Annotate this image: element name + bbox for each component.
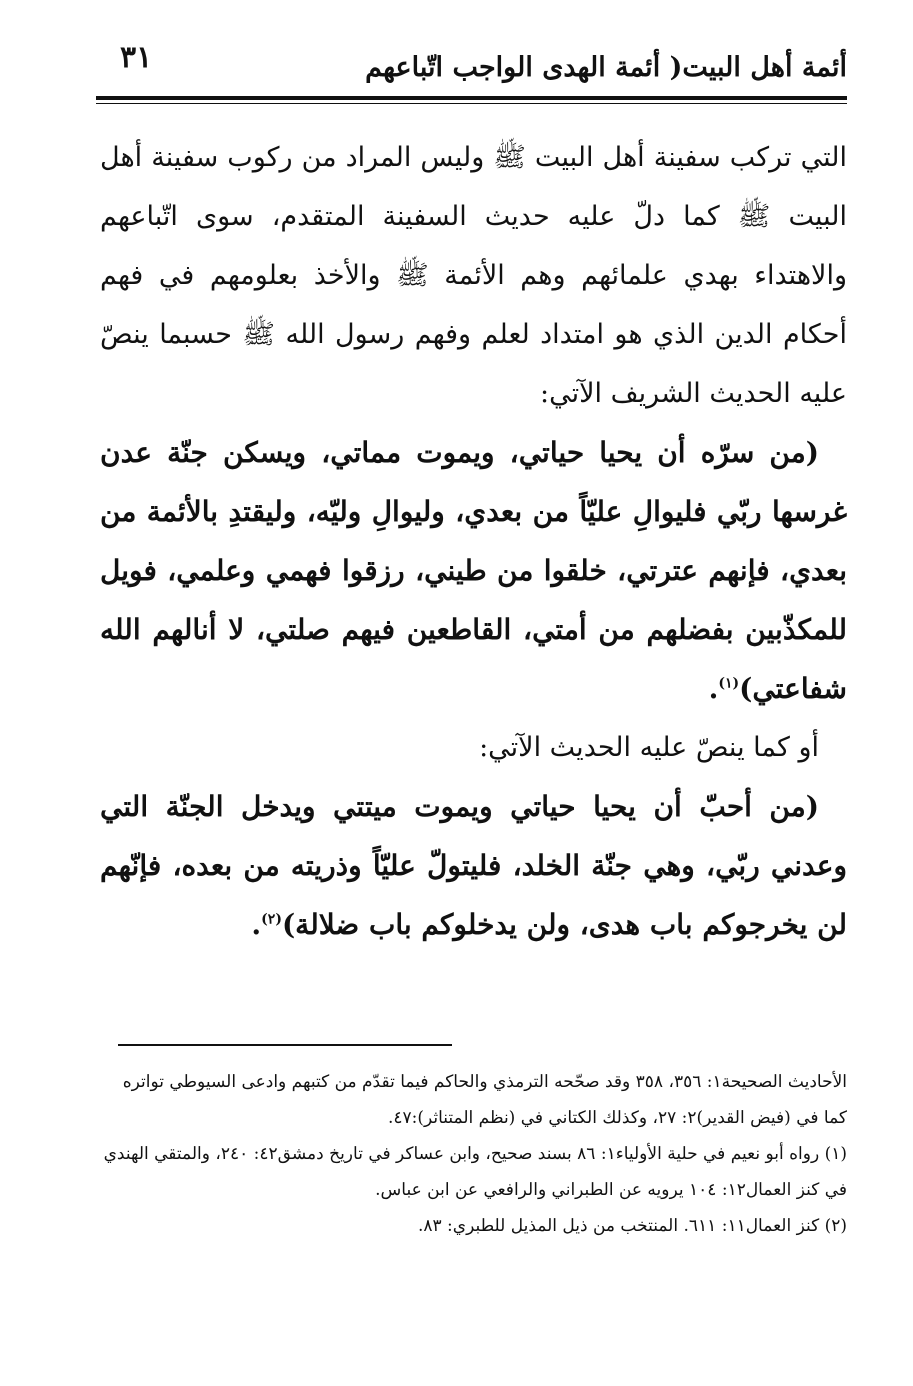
page-number: ٣١: [120, 40, 153, 75]
footnote-ref-2: (٢): [261, 911, 282, 928]
header-rule-thick: [96, 96, 847, 100]
footnote-ref-1: (١): [718, 675, 740, 692]
header-rule-thin: [96, 103, 847, 104]
transition-paragraph: أو كما ينصّ عليه الحديث الآتي:: [479, 732, 819, 763]
hadith-1-text: (من سرّه أن يحيا حياتي، ويموت مماتي، ويسكن جنّة عدن غرسها ربّي فليوالِ عليّاً من بعدي، وليوالِ وليّه، وليقتدِ بالأئمة من بعدي، فإنهم عترتي، خلقوا من طيني، رزقوا فهمي وعلمي، فويل للمكذّبين بفضلهم من أمتي، القاطعين فيهم صلتي، لا أنالهم الله شفاعتي): [100, 436, 847, 705]
footnote-1: (١) رواه أبو نعيم في حلية الأولياء١: ٨٦ بسند صحيح، وابن عساكر في تاريخ دمشق٤٢: ٢٤٠، والمتقي الهندي في كنز العمال١٢: ١٠٤ يرويه عن الطبراني والرافعي عن ابن عباس.: [103, 1144, 847, 1200]
footnote-2: (٢) كنز العمال١١: ٦١١. المنتخب من ذيل المذيل للطبري: ٨٣.: [417, 1216, 847, 1236]
main-text: [100, 128, 847, 954]
hadith-2-text: (من أحبّ أن يحيا حياتي ويموت ميتتي ويدخل الجنّة التي وعدني ربّي، وهي جنّة الخلد، فليتولّ عليّاً وذريته من بعده، فإنّهم لن يخرجوكم باب هدى، ولن يدخلوكم باب ضلالة): [100, 790, 847, 941]
running-title: أئمة أهل البيت( أئمة الهدى الواجب اتّباعهم: [365, 52, 847, 83]
footnote-0: الأحاديث الصحيحة١: ٣٥٦، ٣٥٨ وقد صحّحه الترمذي والحاكم فيما تقدّم من كتبهم وادعى السيوطي تواتره كما في (فيض القدير)٢: ٢٧، وكذلك الكتاني في (نظم المتناثر):٤٧.: [122, 1072, 847, 1128]
footnotes: [96, 1064, 847, 1244]
hadith-paragraph-1: (من سرّه أن يحيا حياتي، ويموت مماتي، ويسكن جنّة عدن غرسها ربّي فليوالِ عليّاً من بعدي، وليوالِ وليّه، وليقتدِ بالأئمة من بعدي، فإنهم عترتي، خلقوا من طيني، رزقوا فهمي وعلمي، فويل للمكذّبين بفضلهم من أمتي، القاطعين فيهم صلتي، لا أنالهم الله شفاعتي)$^{(١)}$.: [100, 436, 847, 705]
page-header: [96, 40, 847, 98]
footnote-separator: [118, 1044, 452, 1046]
intro-paragraph: التي تركب سفينة أهل البيت ﷺ وليس المراد من ركوب سفينة أهل البيت ﷺ كما دلّ عليه حديث السفينة المتقدم، سوى اتّباعهم والاهتداء بهدي علمائهم وهم الأئمة ﷺ والأخذ بعلومهم في فهم أحكام الدين الذي هو امتداد لعلم وفهم رسول الله ﷺ حسبما ينصّ عليه الحديث الشريف الآتي:: [100, 142, 847, 409]
hadith-paragraph-2: (من أحبّ أن يحيا حياتي ويموت ميتتي ويدخل الجنّة التي وعدني ربّي، وهي جنّة الخلد، فليتولّ عليّاً وذريته من بعده، فإنّهم لن يخرجوكم باب هدى، ولن يدخلوكم باب ضلالة)$^{(٢)}$.: [100, 790, 847, 941]
